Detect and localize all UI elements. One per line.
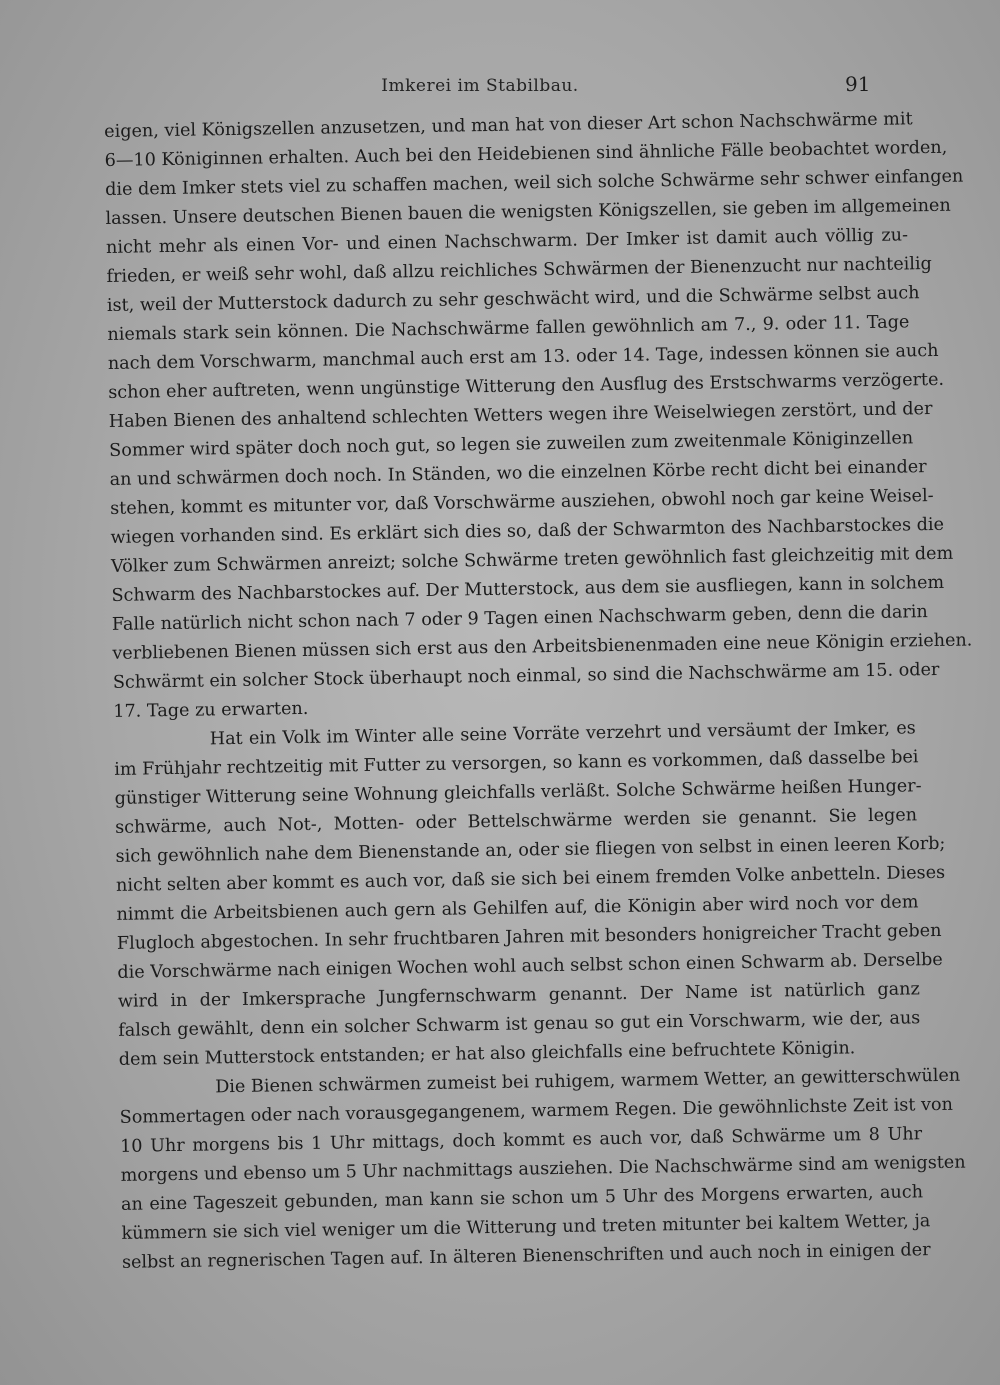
text-line: an und schwärmen doch noch. In Ständen, wo die einzelnen Körbe recht dicht bei einander: [109, 457, 927, 490]
text-line: eigen, viel Königszellen anzusetzen, und man hat von dieser Art schon Nachschwärme mit: [104, 109, 913, 142]
text-line: Haben Bienen des anhaltend schlechten Wetters wegen ihre Weiselwiegen zerstört, und der: [108, 399, 933, 432]
text-line: dem sein Mutterstock entstanden; er hat also gleichfalls eine befruchtete Königin.: [118, 1038, 856, 1070]
text-line: 17. Tage zu erwarten.: [113, 698, 309, 722]
page-number: 91: [845, 72, 871, 96]
text-line: Sommer wird später doch noch gut, so legen sie zuweilen zum zweitenmale Königinzellen: [109, 428, 914, 461]
body-text: [104, 105, 973, 1277]
text-line: morgens und ebenso um 5 Uhr nachmittags ausziehen. Die Nachschwärme sind am wenigsten: [120, 1152, 966, 1186]
text-line: nimmt die Arbeitsbienen auch gern als Gehilfen auf, die Königin aber wird noch vor dem: [116, 892, 919, 925]
text-line: Die Bienen schwärmen zumeist bei ruhigem, warmem Wetter, an gewitterschwülen: [215, 1065, 961, 1098]
text-line: nicht selten aber kommt es auch vor, daß sie sich bei einem fremden Volke anbetteln. Dieses: [115, 862, 946, 896]
text-line: an eine Tageszeit gebunden, man kann sie schon um 5 Uhr des Morgens erwarten, auch: [120, 1182, 924, 1215]
paragraph-3: [119, 1062, 966, 1278]
text-line: im Frühjahr rechtzeitig mit Futter zu versorgen, so kann es vorkommen, daß dasselbe bei: [114, 747, 919, 780]
text-line: Schwarm des Nachbarstockes auf. Der Mutterstock, aus dem sie ausfliegen, kann in solchem: [111, 572, 945, 606]
text-line: Flugloch abgestochen. In sehr fruchtbaren Jahren mit besonders honigreicher Tracht geben: [116, 920, 942, 954]
text-line: falsch gewählt, denn ein solcher Schwarm ist genau so gut ein Vorschwarm, wie der, aus: [118, 1008, 921, 1041]
text-line: lassen. Unsere deutschen Bienen bauen die wenigsten Königszellen, sie geben im allgemeinen: [105, 195, 951, 229]
text-line: Völker zum Schwärmen anreizt; solche Schwärme treten gewöhnlich fast gleichzeitig mit dem: [110, 543, 954, 577]
paragraph-1: [104, 105, 973, 727]
text-line: die Vorschwärme nach einigen Wochen wohl auch selbst schon einen Schwarm ab. Derselbe: [117, 949, 943, 983]
text-line: Schwärmt ein solcher Stock überhaupt noch einmal, so sind die Nachschwärme am 15. oder: [112, 659, 940, 693]
text-line: schon eher auftreten, wenn ungünstige Witterung den Ausflug des Erstschwarms verzögerte.: [108, 369, 945, 403]
text-line: verbliebenen Bienen müssen sich erst aus den Arbeitsbienenmaden eine neue Königin erziehen.: [112, 630, 973, 664]
text-line: nicht mehr als einen Vor- und einen Nachschwarm. Der Imker ist damit auch völlig zu-: [105, 225, 909, 258]
text-line: 10 Uhr morgens bis 1 Uhr mittags, doch kommt es auch vor, daß Schwärme um 8 Uhr: [120, 1124, 923, 1157]
page-header: [0, 72, 1000, 102]
text-line: kümmern sie sich viel weniger um die Witterung und treten mitunter bei kaltem Wetter, ja: [121, 1211, 931, 1244]
text-line: nach dem Vorschwarm, manchmal auch erst am 13. oder 14. Tage, indessen können sie auch: [107, 340, 939, 374]
text-line: Hat ein Volk im Winter alle seine Vorräte verzehrt und versäumt der Imker, es: [209, 718, 916, 750]
running-title: Imkerei im Stabilbau.: [381, 76, 579, 96]
text-line: wiegen vorhanden sind. Es erklärt sich dies so, daß der Schwarmton des Nachbarstockes die: [110, 514, 945, 548]
text-line: 6—10 Königinnen erhalten. Auch bei den Heidebienen sind ähnliche Fälle beobachtet worden,: [104, 137, 948, 171]
text-line: schwärme, auch Not-, Motten- oder Bettelschwärme werden sie genannt. Sie legen: [114, 805, 918, 838]
text-line: ist, weil der Mutterstock dadurch zu sehr geschwächt wird, und die Schwärme selbst auch: [106, 283, 920, 316]
text-line: Sommertagen oder nach vorausgegangenem, warmem Regen. Die gewöhnlichste Zeit ist von: [119, 1094, 954, 1128]
text-line: die dem Imker stets viel zu schaffen machen, weil sich solche Schwärme sehr schwer einfangen: [104, 166, 964, 200]
paragraph-2: [114, 714, 946, 1075]
text-line: Falle natürlich nicht schon nach 7 oder 9 Tagen einen Nachschwarm geben, denn die darin: [111, 602, 928, 635]
text-line: frieden, er weiß sehr wohl, daß allzu reichliches Schwärmen der Bienenzucht nur nachteilig: [106, 254, 932, 287]
text-line: selbst an regnerischen Tagen auf. In älteren Bienenschriften und auch noch in einigen der: [121, 1240, 931, 1273]
text-line: stehen, kommt es mitunter vor, daß Vorschwärme ausziehen, obwohl noch gar keine Weisel-: [109, 486, 934, 519]
text-line: niemals stark sein können. Die Nachschwärme fallen gewöhnlich am 7., 9. oder 11. Tage: [107, 312, 910, 345]
text-line: wird in der Imkersprache Jungfernschwarm genannt. Der Name ist natürlich ganz: [117, 979, 920, 1012]
text-line: sich gewöhnlich nahe dem Bienenstande an, oder sie fliegen von selbst in einen leeren Korb;: [115, 833, 946, 867]
text-line: günstiger Witterung seine Wohnung gleichfalls verläßt. Solche Schwärme heißen Hunger-: [114, 776, 922, 809]
